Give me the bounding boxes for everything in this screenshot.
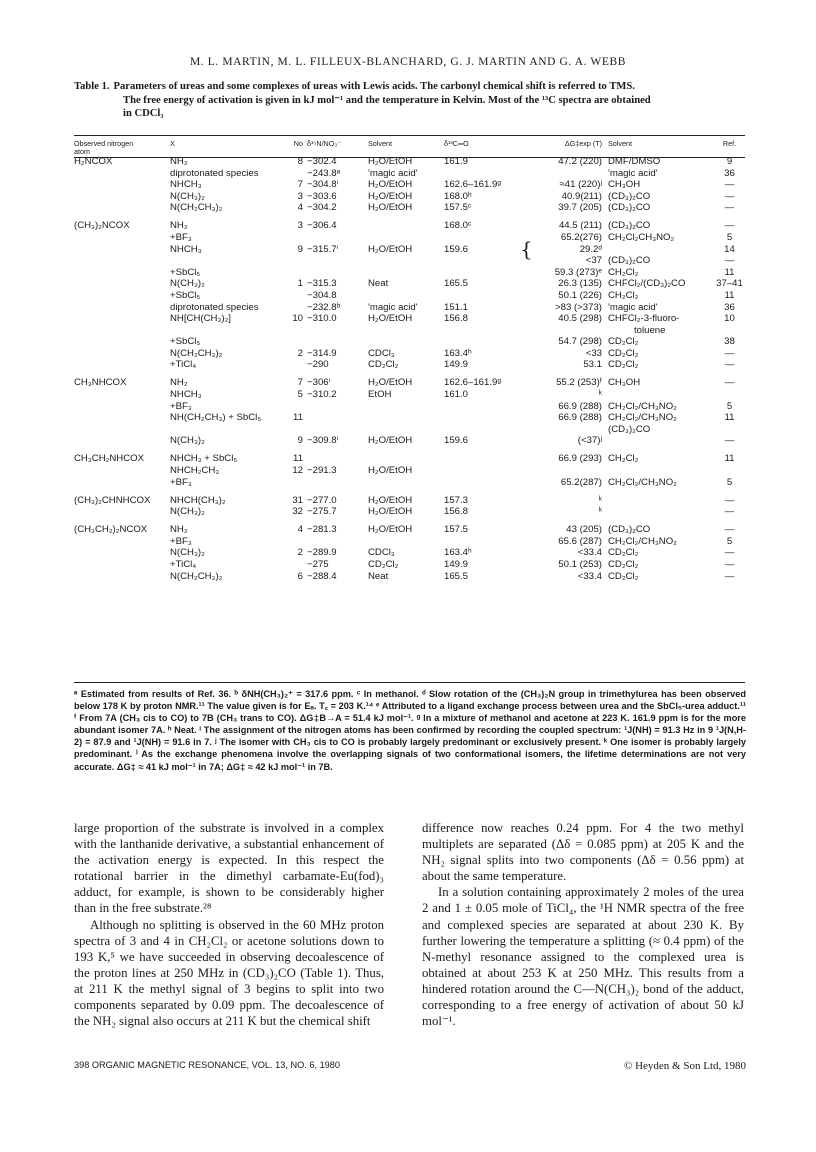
cell-n15-shift: −306.4: [307, 220, 337, 232]
cell-solvent-2: CH₂Cl₂: [608, 453, 639, 465]
header-solvent-2: Solvent: [608, 139, 632, 148]
cell-ref: 11: [724, 453, 735, 465]
footer-copyright: © Heyden & Son Ltd, 1980: [623, 1060, 746, 1072]
cell-solvent-2: CH₃OH: [608, 179, 641, 191]
cell-no: 5: [297, 389, 303, 401]
data-table: [74, 138, 745, 582]
cell-free-energy: <37: [585, 255, 602, 267]
cell-ref: 11: [724, 266, 735, 278]
cell-c13-shift: 157.5: [444, 524, 469, 536]
cell-ref: 5: [726, 400, 733, 412]
cell-solvent: H₂O/EtOH: [368, 243, 413, 255]
cell-n15-shift: −310.2: [307, 389, 337, 401]
table-header-rule: [74, 157, 745, 158]
cell-ref: 36: [724, 167, 735, 179]
cell-solvent: H₂O/EtOH: [368, 494, 413, 506]
cell-ref: 5: [726, 535, 733, 547]
cell-solvent: EtOH: [368, 389, 392, 401]
cell-solvent: 'magic acid': [368, 167, 418, 179]
cell-x: diprotonated species: [170, 301, 259, 313]
cell-observed-nitrogen: CH₃CH₂NHCOX: [74, 453, 144, 465]
cell-x: N(CH₃)₂: [170, 190, 205, 202]
cell-no: 4: [297, 524, 303, 536]
cell-x: NH₂: [170, 377, 188, 389]
cell-x: N(CH₂CH₃)₂: [170, 347, 223, 359]
cell-free-energy: 40.9(211): [561, 190, 602, 202]
cell-solvent: Neat: [368, 570, 389, 582]
cell-solvent: H₂O/EtOH: [368, 179, 413, 191]
cell-n15-shift: −289.9: [307, 547, 337, 559]
cell-x: N(CH₃)₂: [170, 506, 205, 518]
table-row: [74, 267, 745, 279]
cell-free-energy: 66.9 (288): [558, 412, 602, 424]
cell-ref: 10: [724, 313, 735, 325]
cell-no: 3: [297, 220, 303, 232]
cell-solvent-2: CH₂Cl₂/CH₃NO₂: [608, 400, 677, 412]
cell-ref: —: [724, 547, 735, 559]
cell-no: 31: [292, 494, 303, 506]
cell-ref: —: [724, 190, 735, 202]
table-row: [74, 220, 745, 232]
cell-solvent-2: CD₂Cl₂: [608, 547, 639, 559]
cell-free-energy: 43 (205): [566, 524, 602, 536]
cell-n15-shift: −303.6: [307, 190, 337, 202]
cell-no: 32: [292, 506, 303, 518]
cell-no: 8: [297, 156, 303, 167]
cell-c13-shift: 161.9: [444, 156, 469, 167]
cell-free-energy: <33.4: [577, 547, 602, 559]
cell-solvent-2: CH₂Cl₂CH₃NO₂: [608, 231, 675, 243]
cell-c13-shift: 151.1: [444, 301, 469, 313]
cell-x: +TiCl₄: [170, 558, 197, 570]
cell-free-energy: ᵏ: [598, 494, 602, 506]
table-row: [74, 191, 745, 203]
cell-free-energy: 59.3 (273)ᵉ: [554, 266, 602, 278]
table-row: [74, 477, 745, 489]
cell-free-energy: 47.2 (220): [558, 156, 602, 167]
cell-no: 6: [297, 570, 303, 582]
table-label: Table 1.: [74, 81, 110, 92]
cell-x: +TiCl₄: [170, 359, 197, 371]
table-row: [74, 401, 745, 413]
cell-n15-shift: −281.3: [307, 524, 337, 536]
cell-c13-shift: 168.0ʰ: [444, 190, 472, 202]
cell-solvent-2: CH₂Cl₂/CH₃NO₂: [608, 412, 677, 424]
header-c13-shift: δ¹³C═O: [444, 139, 469, 148]
cell-free-energy: (<37)ʲ: [577, 435, 602, 447]
cell-n15-shift: −232.8ᵇ: [307, 301, 341, 313]
cell-solvent: H₂O/EtOH: [368, 435, 413, 447]
cell-c13-shift: 157.5ᶜ: [444, 202, 472, 214]
table-row: [74, 348, 745, 360]
cell-c13-shift: 156.8: [444, 313, 469, 325]
cell-n15-shift: −304.8: [307, 289, 337, 301]
table-row: [74, 232, 745, 244]
cell-n15-shift: −275: [307, 558, 329, 570]
cell-solvent-2: CH₃OH: [608, 377, 641, 389]
cell-n15-shift: −288.4: [307, 570, 337, 582]
cell-solvent-2: CH₂Cl₂/CH₃NO₂: [608, 476, 677, 488]
cell-free-energy: 53.1: [583, 359, 602, 371]
table-row: [74, 302, 745, 314]
cell-n15-shift: −243.8ᵃ: [307, 167, 341, 179]
cell-free-energy: 55.2 (253)ᶠ: [556, 377, 602, 389]
cell-n15-shift: −315.7ⁱ: [307, 243, 339, 255]
running-head: M. L. MARTIN, M. L. FILLEUX-BLANCHARD, G. J. MARTIN AND G. A. WEBB: [189, 56, 627, 68]
cell-no: 2: [297, 547, 303, 559]
header-x: X: [170, 139, 175, 148]
cell-ref: —: [724, 570, 735, 582]
cell-solvent: 'magic acid': [368, 301, 418, 313]
cell-x: NHCH₃: [170, 179, 202, 191]
cell-x: NHCH₃: [170, 389, 202, 401]
cell-solvent: H₂O/EtOH: [368, 313, 413, 325]
cell-n15-shift: −290: [307, 359, 329, 371]
cell-observed-nitrogen: (CH₃)₂NCOX: [74, 220, 130, 232]
table-row: [74, 202, 745, 214]
cell-ref: 5: [726, 231, 733, 243]
cell-solvent-2: CD₂Cl₂: [608, 347, 639, 359]
header-ref: Ref.: [722, 139, 737, 148]
cell-no: 11: [293, 453, 303, 465]
cell-x: N(CH₂CH₃)₂: [170, 570, 223, 582]
cell-x: NH(CH₂CH₃) + SbCl₅: [170, 412, 262, 424]
cell-free-energy: 54.7 (298): [558, 336, 602, 348]
table-footnotes: ᵃ Estimated from results of Ref. 36. ᵇ δNH(CH₃)₂⁺ = 317.6 ppm. ᶜ In methanol. ᵈ Slow rotation of the (CH₃)₂N group in trimethylurea has been observed below 178 K by proton NMR.¹¹ The value given is for Eₐ. T꜀ = 203 K.¹⁴ ᵉ Attributed to a ligand exchange process between urea and the SbCl₅-urea adduct.¹¹ ᶠ From 7A (CH₃ cis to CO) to 7B (CH₃ trans to CO). ΔG‡B→A = 51.4 kJ mol⁻¹. ᵍ In a mixture of methanol and acetone at 223 K. 161.9 ppm is for the more abundant isomer 7A. ʰ Neat. ⁱ The assignment of the nitrogen atoms has been confirmed by recording the coupled spectrum: ¹J(NH) = 91.3 Hz in 9 ¹J(N,H-2) = 87.9 and ¹J(NH) = 91.6 in 7. ʲ The isomer with CH₃ cis to CO is probably largely predominant or exclusively present. ᵏ One isomer is probably largely predominant. ˡ As the exchange phenomena involve the overlapping signals of two conformational isomers, the lifetime determinations are not very accurate. ΔG‡ ≈ 41 kJ mol⁻¹ in 7A; ΔG‡ ≈ 42 kJ mol⁻¹ in 7B.: [74, 689, 746, 772]
body-paragraph: large proportion of the substrate is involved in a complex with the lanthanide derivative, a substantial enhancement of the activation energy is expected. In this respect the rotational barrier in the dimethyl carbamate-Eu(fod)₃ adduct, for example, is shown to be considerably higher than in the free substrate.²⁸: [74, 821, 384, 916]
cell-solvent-2: CD₂Cl₂: [608, 336, 639, 348]
table-row: [74, 325, 745, 337]
cell-free-energy: ≈41 (220)ʲ: [559, 179, 602, 191]
table-row: [74, 424, 745, 436]
cell-x: NHCH₃: [170, 243, 202, 255]
cell-x: +SbCl₅: [170, 266, 201, 278]
cell-ref: —: [724, 220, 735, 232]
header-n15-shift: δ¹⁵N/NO₃⁻: [307, 139, 342, 148]
cell-n15-shift: −291.3: [307, 465, 337, 477]
cell-solvent: H₂O/EtOH: [368, 506, 413, 518]
cell-solvent: H₂O/EtOH: [368, 524, 413, 536]
cell-solvent-2: (CD₃)₂CO: [608, 423, 651, 435]
cell-solvent-2: 'magic acid': [608, 167, 658, 179]
cell-x: N(CH₂CH₃)₂: [170, 202, 223, 214]
cell-x: N(CH₃)₂: [170, 435, 205, 447]
table-row: [74, 168, 745, 180]
table-row: [74, 179, 745, 191]
cell-solvent: H₂O/EtOH: [368, 202, 413, 214]
cell-observed-nitrogen: (CH₃CH₂)₂NCOX: [74, 524, 148, 536]
cell-observed-nitrogen: H₂NCOX: [74, 156, 113, 167]
cell-solvent-2: CHFCl₂/(CD₃)₂CO: [608, 278, 686, 290]
cell-free-energy: ᵏ: [598, 506, 602, 518]
cell-c13-shift: 162.6–161.9ᵍ: [444, 179, 501, 191]
cell-solvent-2: (CD₃)₂CO: [608, 220, 651, 232]
table-row: [74, 377, 745, 389]
cell-n15-shift: −314.9: [307, 347, 337, 359]
cell-free-energy: ᵏ: [598, 389, 602, 401]
body-column-right: [422, 820, 744, 1029]
cell-solvent-2: CD₂Cl₂: [608, 558, 639, 570]
cell-x: +SbCl₅: [170, 289, 201, 301]
cell-ref: —: [724, 524, 735, 536]
cell-x: +SbCl₅: [170, 336, 201, 348]
cell-solvent: CDCl₃: [368, 547, 395, 559]
cell-c13-shift: 165.5: [444, 570, 469, 582]
cell-solvent-2: CH₂Cl₂: [608, 289, 639, 301]
cell-free-energy: >83 (>373): [555, 301, 602, 313]
cell-ref: —: [724, 202, 735, 214]
brace-glyph: {: [520, 236, 533, 261]
cell-solvent-2: 'magic acid': [608, 301, 658, 313]
cell-no: 10: [292, 313, 303, 325]
table-bottom-rule: [74, 682, 745, 683]
cell-solvent-2: toluene: [634, 324, 666, 336]
cell-x: NH₂: [170, 156, 188, 167]
cell-n15-shift: −302.4: [307, 156, 337, 167]
cell-n15-shift: −304.8ⁱ: [307, 179, 339, 191]
cell-solvent-2: CD₂Cl₂: [608, 359, 639, 371]
table-row: [74, 453, 745, 465]
cell-free-energy: 50.1 (253): [558, 558, 602, 570]
cell-c13-shift: 163.4ʰ: [444, 547, 472, 559]
cell-ref: 38: [724, 336, 735, 348]
cell-solvent-2: (CD₃)₂CO: [608, 190, 651, 202]
cell-x: NH[CH(CH₃)₂]: [170, 313, 231, 325]
table-body: [74, 156, 745, 582]
cell-c13-shift: 149.9: [444, 359, 469, 371]
cell-free-energy: 65.2(287): [560, 476, 602, 488]
cell-ref: 9: [726, 156, 733, 167]
table-row: [74, 435, 745, 447]
cell-c13-shift: 165.5: [444, 278, 469, 290]
cell-free-energy: 66.9 (288): [558, 400, 602, 412]
cell-x: NHCH₃ + SbCl₅: [170, 453, 238, 465]
table-row: [74, 465, 745, 477]
cell-free-energy: 50.1 (226): [558, 289, 602, 301]
cell-x: diprotonated species: [170, 167, 259, 179]
table-row: [74, 359, 745, 371]
cell-solvent: H₂O/EtOH: [368, 377, 413, 389]
table-row: [74, 278, 745, 290]
cell-no: 2: [297, 347, 303, 359]
cell-n15-shift: −315.3: [307, 278, 337, 290]
cell-solvent-2: DMF/DMSO: [608, 156, 661, 167]
cell-x: +BF₃: [170, 476, 192, 488]
cell-ref: 11: [724, 289, 735, 301]
table-row: [74, 495, 745, 507]
table-row: [74, 255, 745, 267]
caption-line-3: in CDCl₃: [123, 108, 164, 119]
cell-no: 9: [297, 435, 303, 447]
cell-n15-shift: −309.8ⁱ: [307, 435, 339, 447]
cell-no: 7: [297, 377, 303, 389]
table-row: [74, 313, 745, 325]
cell-c13-shift: 162.6–161.9ᵍ: [444, 377, 501, 389]
table-row: [74, 506, 745, 518]
cell-x: NH₂: [170, 220, 188, 232]
cell-c13-shift: 161.0: [444, 389, 469, 401]
cell-x: +BF₃: [170, 400, 192, 412]
cell-x: +BF₃: [170, 535, 192, 547]
cell-n15-shift: −275.7: [307, 506, 337, 518]
table-caption: [74, 80, 754, 121]
cell-solvent: Neat: [368, 278, 389, 290]
cell-free-energy: 26.3 (135): [558, 278, 602, 290]
table-row: [74, 389, 745, 401]
cell-ref: —: [724, 347, 735, 359]
table-row: [74, 571, 745, 583]
cell-ref: —: [724, 377, 735, 389]
table-row: [74, 547, 745, 559]
body-paragraph: Although no splitting is observed in the 60 MHz proton spectra of 3 and 4 in CH₂Cl₂ or acetone solutions down to 193 K,⁵ we have succeeded in observing decoalescence of the proton lines at 250 MHz in (CD₃)₂CO (Table 1). Thus, at 211 K the methyl signal of 3 begins to split into two components separated by 0.09 ppm. The decoalescence of the NH₂ signal also occurs at 211 K but the chemical shift: [74, 917, 384, 1029]
cell-n15-shift: −310.0: [307, 313, 337, 325]
table-row: [74, 290, 745, 302]
cell-free-energy: 39.7 (205): [558, 202, 602, 214]
cell-ref: 14: [724, 243, 735, 255]
header-solvent: Solvent: [368, 139, 392, 148]
cell-free-energy: 66.9 (293): [558, 453, 602, 465]
header-free-energy: ΔG‡exp (T): [564, 139, 602, 148]
cell-ref: —: [724, 494, 735, 506]
cell-ref: —: [724, 435, 735, 447]
cell-ref: —: [724, 558, 735, 570]
body-paragraph: difference now reaches 0.24 ppm. For 4 the two methyl multiplets are separated (Δδ = 0.085 ppm) at 205 K and the NH₂ signal splits into two components (Δδ = 0.56 ppm) at about the same temperature.: [422, 821, 744, 884]
caption-line-2: The free energy of activation is given in kJ mol⁻¹ and the temperature in Kelvin. Most of the ¹³C spectra are obtained: [123, 94, 651, 106]
cell-free-energy: 29.2ᵈ: [579, 243, 602, 255]
cell-free-energy: 65.6 (287): [558, 535, 602, 547]
cell-x: NH₂: [170, 524, 188, 536]
cell-free-energy: 44.5 (211): [558, 220, 602, 232]
table-header: [74, 138, 745, 156]
cell-c13-shift: 157.3: [444, 494, 469, 506]
cell-ref: 36: [724, 301, 735, 313]
cell-c13-shift: 159.6: [444, 435, 469, 447]
cell-free-energy: 40.5 (298): [558, 313, 602, 325]
cell-c13-shift: 156.8: [444, 506, 469, 518]
cell-n15-shift: −304.2: [307, 202, 337, 214]
table-row: [74, 412, 745, 424]
cell-solvent: CD₂Cl₂: [368, 359, 399, 371]
cell-no: 11: [293, 412, 303, 424]
cell-solvent-2: CH₂Cl₂: [608, 266, 639, 278]
footer-journal-info: 398 ORGANIC MAGNETIC RESONANCE, VOL. 13, NO. 6, 1980: [74, 1060, 341, 1070]
cell-solvent: H₂O/EtOH: [368, 190, 413, 202]
cell-ref: —: [724, 255, 735, 267]
cell-ref: —: [724, 179, 735, 191]
cell-n15-shift: −277.0: [307, 494, 337, 506]
cell-no: 4: [297, 202, 303, 214]
header-no: No: [293, 139, 303, 148]
cell-ref: 5: [726, 476, 733, 488]
cell-ref: —: [724, 506, 735, 518]
cell-c13-shift: 159.6: [444, 243, 469, 255]
body-paragraph: In a solution containing approximately 2 moles of the urea 2 and 1 ± 0.05 mole of TiCl₄, the ¹H NMR spectra of the free and complexed species are separated at about 230 K. By further lowering the temperature a splitting (≈ 0.4 ppm) of the N-methyl resonance assigned to the complexed urea is obtained at about 253 K at 250 MHz. This results from a hindered rotation around the C—N(CH₃)₂ bond of the adduct, corresponding to a free energy of activation of about 50 kJ mol⁻¹.: [422, 885, 744, 1029]
cell-solvent-2: (CD₃)₂CO: [608, 202, 651, 214]
cell-x: +BF₃: [170, 231, 192, 243]
cell-observed-nitrogen: (CH₃)₂CHNHCOX: [74, 494, 151, 506]
header-observed-nitrogen: Observed nitrogen atom: [74, 139, 134, 156]
cell-no: 12: [292, 465, 303, 477]
cell-free-energy: 65.2(276): [560, 231, 602, 243]
cell-solvent-2: CD₂Cl₂: [608, 570, 639, 582]
cell-ref: 11: [724, 412, 735, 424]
cell-solvent-2: CH₂Cl₂/CH₃NO₂: [608, 535, 677, 547]
cell-solvent: H₂O/EtOH: [368, 156, 413, 167]
cell-c13-shift: 163.4ʰ: [444, 347, 472, 359]
cell-no: 1: [297, 278, 303, 290]
body-column-left: [74, 820, 384, 1029]
cell-solvent: CD₂Cl₂: [368, 558, 399, 570]
cell-x: N(CH₃)₂: [170, 547, 205, 559]
cell-x: N(CH₃)₂: [170, 278, 205, 290]
cell-no: 7: [297, 179, 303, 191]
cell-free-energy: <33.4: [577, 570, 602, 582]
cell-solvent: H₂O/EtOH: [368, 465, 413, 477]
cell-ref: 37–41: [716, 278, 743, 290]
caption-line-1: Parameters of ureas and some complexes of ureas with Lewis acids. The carbonyl chemical shift is referred to TMS.: [113, 81, 635, 92]
table-row: [74, 524, 745, 536]
cell-observed-nitrogen: CH₃NHCOX: [74, 377, 127, 389]
table-row: [74, 536, 745, 548]
cell-solvent-2: (CD₃)₂CO: [608, 524, 651, 536]
cell-no: 3: [297, 190, 303, 202]
table-row: [74, 336, 745, 348]
cell-c13-shift: 149.9: [444, 558, 469, 570]
table-top-rule: [74, 135, 745, 136]
cell-free-energy: <33: [585, 347, 602, 359]
cell-n15-shift: −306ⁱ: [307, 377, 331, 389]
cell-solvent: CDCl₃: [368, 347, 395, 359]
cell-solvent-2: (CD₃)₂CO: [608, 255, 651, 267]
cell-ref: —: [724, 359, 735, 371]
cell-x: NHCH₂CH₃: [170, 465, 220, 477]
table-row: [74, 559, 745, 571]
cell-solvent-2: CHFCl₂-3-fluoro-: [608, 313, 680, 325]
cell-x: NHCH(CH₃)₂: [170, 494, 226, 506]
cell-no: 9: [297, 243, 303, 255]
cell-c13-shift: 168.0ᶜ: [444, 220, 472, 232]
